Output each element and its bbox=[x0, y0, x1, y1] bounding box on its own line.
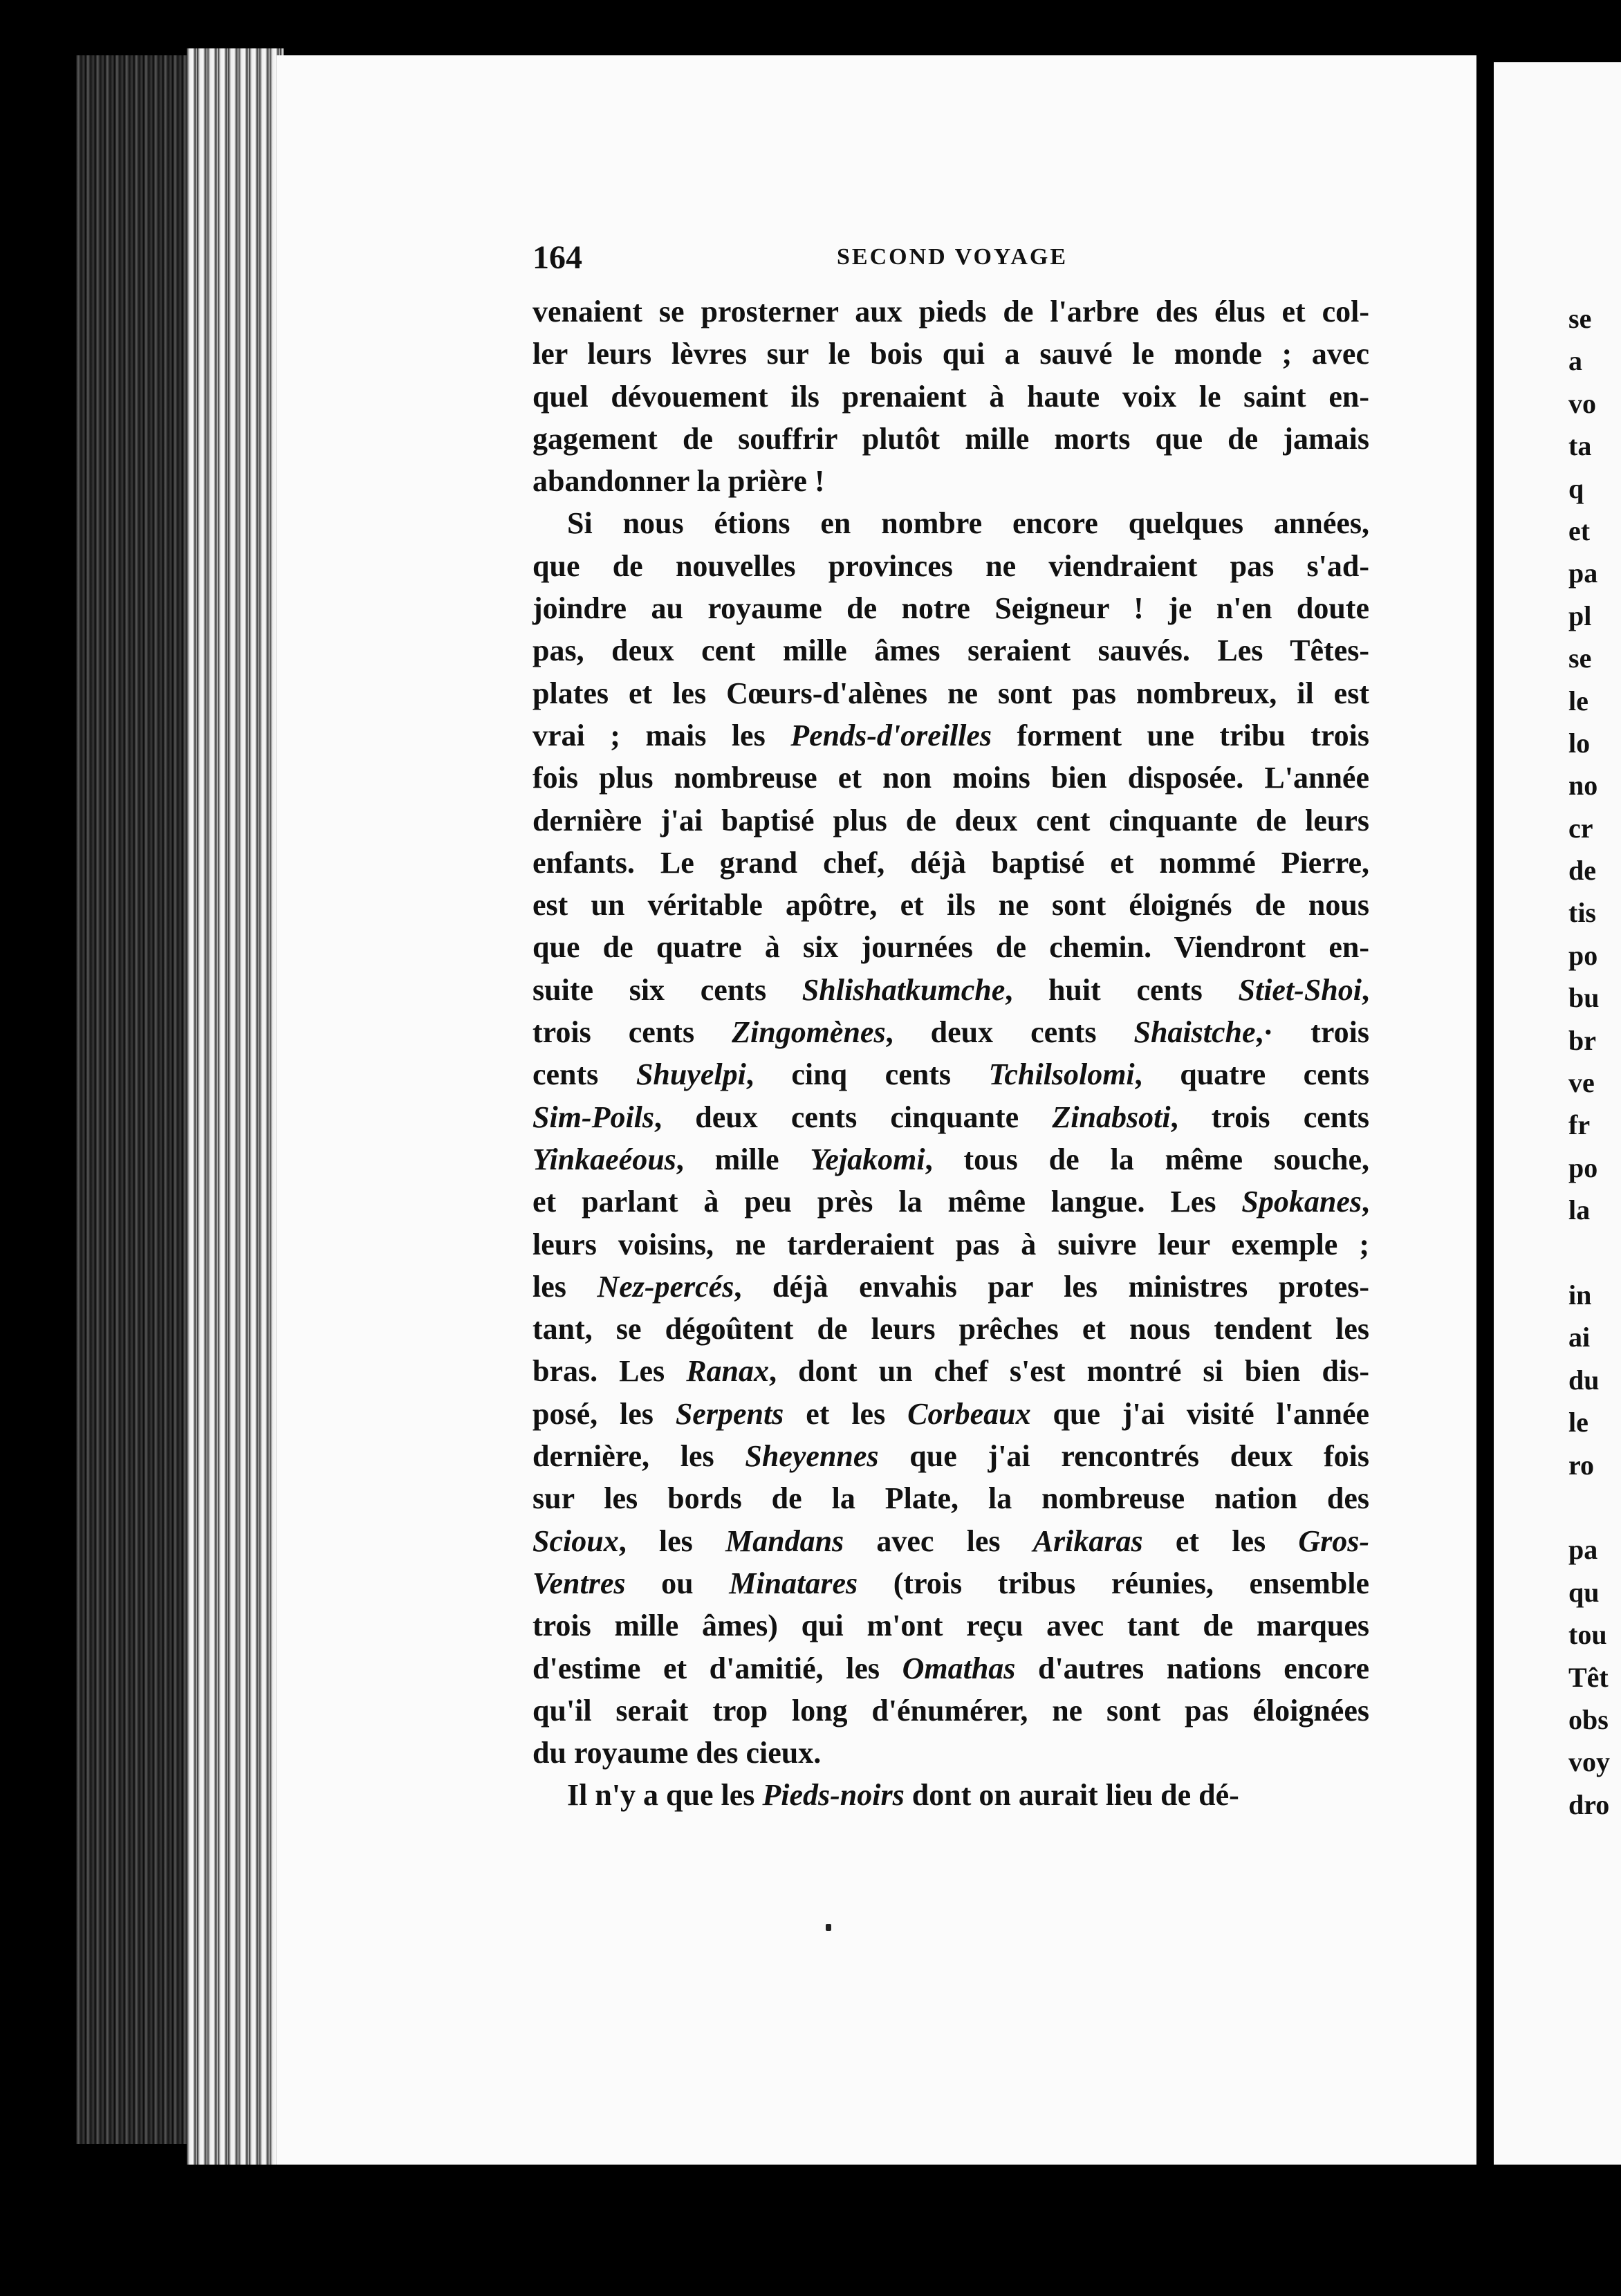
text-line bbox=[532, 1266, 1369, 1308]
right-page-fragment: Têt bbox=[1568, 1661, 1609, 1693]
text-fragment: trois cents bbox=[532, 1015, 732, 1050]
right-page-fragment: po bbox=[1568, 939, 1598, 971]
text-fragment: trois mille âmes) qui m'ont reçu avec tant de marques bbox=[532, 1609, 1369, 1643]
text-fragment: bras. Les bbox=[532, 1354, 687, 1389]
text-fragment: joindre au royaume de notre Seigneur ! je n'en doute bbox=[532, 591, 1369, 626]
text-fragment: , huit cents bbox=[1005, 972, 1239, 1007]
text-line bbox=[532, 1435, 1369, 1477]
text-line bbox=[532, 587, 1369, 629]
italic-name: Omathas bbox=[902, 1651, 1016, 1685]
italic-name: Ranax bbox=[686, 1354, 770, 1389]
text-line bbox=[532, 1223, 1369, 1266]
text-fragment: tant, se dégoûtent de leurs prêches et nous tendent les bbox=[532, 1312, 1369, 1346]
italic-name: Ventres bbox=[532, 1566, 626, 1600]
text-line bbox=[532, 1604, 1369, 1647]
text-fragment: , les bbox=[618, 1524, 725, 1558]
italic-name: Pieds-noirs bbox=[762, 1778, 905, 1813]
text-line bbox=[532, 842, 1369, 884]
text-line bbox=[532, 502, 1369, 544]
right-page-fragment: qu bbox=[1568, 1576, 1600, 1608]
text-line bbox=[532, 1138, 1369, 1181]
text-fragment: et les bbox=[1142, 1524, 1299, 1558]
text-fragment: , deux cents cinquante bbox=[654, 1100, 1053, 1134]
text-line bbox=[532, 1308, 1369, 1350]
italic-name: Sheyennes bbox=[745, 1439, 879, 1474]
right-page-fragment: lo bbox=[1568, 727, 1591, 759]
text-line bbox=[532, 714, 1369, 757]
right-page-fragment: obs bbox=[1568, 1703, 1609, 1735]
right-page-fragment bbox=[1568, 1486, 1621, 1528]
right-page-fragment: de bbox=[1568, 855, 1596, 887]
italic-name: Corbeaux bbox=[907, 1396, 1031, 1431]
right-page-fragment: cr bbox=[1568, 812, 1593, 844]
text-fragment: que j'ai visité l'année bbox=[1030, 1396, 1370, 1431]
right-page-fragment: po bbox=[1568, 1151, 1598, 1183]
text-fragment: les bbox=[532, 1269, 598, 1304]
text-fragment: suite six cents bbox=[532, 972, 802, 1007]
text-fragment: sur les bords de la Plate, la nombreuse nation des bbox=[532, 1481, 1369, 1516]
text-line bbox=[532, 1774, 1369, 1816]
running-head bbox=[532, 239, 1369, 280]
page-edge-stack bbox=[187, 48, 284, 2165]
text-fragment: avec les bbox=[844, 1524, 1033, 1558]
text-fragment: , dont un chef s'est montré si bien dis- bbox=[769, 1354, 1370, 1389]
text-fragment: que de nouvelles provinces ne viendraient pas s'ad- bbox=[532, 548, 1369, 583]
text-fragment: et les bbox=[784, 1396, 908, 1431]
text-line bbox=[532, 290, 1369, 333]
text-fragment: , deux cents bbox=[885, 1015, 1134, 1050]
text-fragment: pas, deux cent mille âmes seraient sauvés. Les Têtes- bbox=[532, 633, 1369, 668]
text-fragment: , mille bbox=[676, 1142, 810, 1176]
text-line bbox=[532, 460, 1369, 502]
text-fragment: d'autres nations encore bbox=[1015, 1651, 1369, 1685]
text-fragment: gagement de souffrir plutôt mille morts que de jamais bbox=[532, 421, 1369, 456]
text-fragment: enfants. Le grand chef, déjà baptisé et nommé Pierre, bbox=[532, 845, 1369, 880]
text-fragment: (trois tribus réunies, ensemble bbox=[858, 1566, 1369, 1600]
right-page-fragment: du bbox=[1568, 1364, 1600, 1396]
text-line bbox=[532, 757, 1369, 799]
italic-name: Gros- bbox=[1298, 1524, 1369, 1558]
italic-name: Nez-percés bbox=[597, 1269, 734, 1304]
text-fragment: dernière j'ai baptisé plus de deux cent cinquante de leurs bbox=[532, 803, 1369, 837]
italic-name: Sim-Poils bbox=[532, 1100, 655, 1134]
right-page-fragment: le bbox=[1568, 1407, 1588, 1438]
right-page-fragment bbox=[1568, 1232, 1621, 1274]
text-fragment: d'estime et d'amitié, les bbox=[532, 1651, 902, 1685]
right-page-fragment: le bbox=[1568, 685, 1588, 716]
text-fragment: vrai ; mais les bbox=[532, 718, 791, 752]
text-fragment: Il n'y a que les bbox=[567, 1778, 763, 1813]
italic-name: Serpents bbox=[675, 1396, 784, 1431]
italic-name: Zinabsoti bbox=[1052, 1100, 1171, 1134]
text-line bbox=[532, 969, 1369, 1011]
text-fragment: , bbox=[1362, 972, 1369, 1007]
text-line bbox=[532, 333, 1369, 375]
text-line bbox=[532, 1520, 1369, 1562]
page-number: 164 bbox=[532, 239, 582, 276]
text-fragment: venaient se prosterner aux pieds de l'arbre des élus et col- bbox=[532, 295, 1369, 328]
text-line bbox=[532, 545, 1369, 587]
right-page-fragment: no bbox=[1568, 770, 1598, 802]
text-fragment: qu'il serait trop long d'énumérer, ne sont pas éloignées bbox=[532, 1693, 1369, 1728]
text-line bbox=[532, 1096, 1369, 1138]
text-line bbox=[532, 1393, 1369, 1435]
text-fragment: leurs voisins, ne tarderaient pas à suivre leur exemple ; bbox=[532, 1227, 1369, 1261]
text-fragment: posé, les bbox=[532, 1396, 676, 1431]
printer-mark bbox=[826, 1924, 831, 1931]
text-line bbox=[532, 629, 1369, 672]
italic-name: Tchilsolomi bbox=[988, 1057, 1135, 1092]
right-page-fragment: se bbox=[1568, 303, 1592, 334]
text-line bbox=[532, 418, 1369, 460]
italic-name: Yejakomi bbox=[810, 1142, 925, 1176]
right-page-fragment: tis bbox=[1568, 897, 1596, 929]
text-fragment: que j'ai rencontrés deux fois bbox=[878, 1439, 1369, 1474]
right-page-fragment: se bbox=[1568, 642, 1592, 674]
text-fragment: quel dévouement ils prenaient à haute voix le saint en- bbox=[532, 379, 1369, 414]
right-page-fragment: dro bbox=[1568, 1788, 1610, 1820]
right-page-fragment: fr bbox=[1568, 1109, 1591, 1141]
text-line bbox=[532, 1181, 1369, 1223]
right-page-fragment: bu bbox=[1568, 982, 1600, 1014]
right-page-fragment: a bbox=[1568, 345, 1582, 377]
text-fragment: ler leurs lèvres sur le bois qui a sauvé le monde ; avec bbox=[532, 337, 1369, 371]
text-line bbox=[532, 1477, 1369, 1519]
italic-name: Mandans bbox=[725, 1524, 844, 1558]
italic-name: Pends-d'oreilles bbox=[790, 718, 992, 752]
right-page-fragments bbox=[1568, 297, 1621, 1826]
text-fragment: dont on aurait lieu de dé- bbox=[904, 1778, 1239, 1813]
right-page-fragment: pa bbox=[1568, 1534, 1598, 1566]
text-fragment: , cinq cents bbox=[745, 1057, 989, 1092]
text-fragment: abandonner la prière ! bbox=[532, 464, 825, 499]
right-page-fragment: in bbox=[1568, 1279, 1592, 1311]
text-line bbox=[532, 884, 1369, 926]
right-page-fragment: ro bbox=[1568, 1449, 1595, 1481]
text-fragment: , bbox=[1362, 1185, 1369, 1219]
book-spine-shadow bbox=[76, 55, 194, 2144]
text-fragment: forment une tribu trois bbox=[992, 718, 1369, 752]
text-fragment: ou bbox=[625, 1566, 730, 1600]
text-fragment: est un véritable apôtre, et ils ne sont éloignés de nous bbox=[532, 888, 1369, 923]
right-page-fragment: pl bbox=[1568, 600, 1592, 631]
text-line bbox=[532, 1011, 1369, 1053]
text-fragment: cents bbox=[532, 1057, 636, 1092]
right-page-fragment: et bbox=[1568, 515, 1591, 546]
italic-name: Scioux bbox=[532, 1524, 619, 1558]
text-fragment: et parlant à peu près la même langue. Les bbox=[532, 1185, 1242, 1219]
text-line bbox=[532, 1053, 1369, 1095]
text-fragment: ,· trois bbox=[1255, 1015, 1369, 1050]
text-fragment: , trois cents bbox=[1170, 1100, 1369, 1134]
text-line bbox=[532, 1562, 1369, 1604]
text-fragment: , tous de la même souche, bbox=[925, 1142, 1369, 1176]
italic-name: Shuyelpi bbox=[636, 1057, 746, 1092]
right-page-fragment: ta bbox=[1568, 430, 1592, 462]
italic-name: Spokanes bbox=[1241, 1185, 1362, 1219]
text-fragment: dernière, les bbox=[532, 1439, 745, 1474]
italic-name: Minatares bbox=[729, 1566, 858, 1600]
text-line bbox=[532, 672, 1369, 714]
italic-name: Shlishatkumche bbox=[802, 972, 1006, 1007]
text-line bbox=[532, 1732, 1369, 1774]
body-text bbox=[532, 290, 1369, 1817]
right-page-fragment: pa bbox=[1568, 557, 1598, 589]
right-page-fragment: ve bbox=[1568, 1067, 1595, 1099]
running-head-title: SECOND VOYAGE bbox=[837, 244, 1068, 270]
right-page-fragment: br bbox=[1568, 1024, 1596, 1056]
text-fragment: , déjà envahis par les ministres protes- bbox=[734, 1269, 1369, 1304]
text-line bbox=[532, 376, 1369, 418]
text-fragment: , quatre cents bbox=[1134, 1057, 1369, 1092]
text-line bbox=[532, 1689, 1369, 1732]
right-page-fragment: q bbox=[1568, 472, 1584, 504]
italic-name: Yinkaeéous bbox=[532, 1142, 676, 1176]
italic-name: Zingomènes bbox=[732, 1015, 886, 1050]
text-line bbox=[532, 1350, 1369, 1392]
gutter-divider bbox=[1480, 62, 1492, 2165]
text-fragment: du royaume des cieux. bbox=[532, 1736, 822, 1770]
text-fragment: que de quatre à six journées de chemin. Viendront en- bbox=[532, 930, 1369, 965]
italic-name: Arikaras bbox=[1032, 1524, 1143, 1558]
italic-name: Shaistche bbox=[1133, 1015, 1256, 1050]
text-line bbox=[532, 799, 1369, 842]
right-page-fragment: tou bbox=[1568, 1619, 1607, 1651]
text-line bbox=[532, 926, 1369, 968]
italic-name: Stiet-Shoi bbox=[1238, 972, 1362, 1007]
text-fragment: Si nous étions en nombre encore quelques années, bbox=[567, 506, 1369, 541]
text-fragment: plates et les Cœurs-d'alènes ne sont pas nombreux, il est bbox=[532, 676, 1369, 710]
text-line bbox=[532, 1647, 1369, 1689]
right-page-fragment: voy bbox=[1568, 1746, 1610, 1778]
text-fragment: fois plus nombreuse et non moins bien disposée. L'année bbox=[532, 761, 1369, 795]
right-page-fragment: vo bbox=[1568, 387, 1596, 419]
right-page-fragment: la bbox=[1568, 1194, 1591, 1226]
right-page-fragment: ai bbox=[1568, 1322, 1591, 1353]
